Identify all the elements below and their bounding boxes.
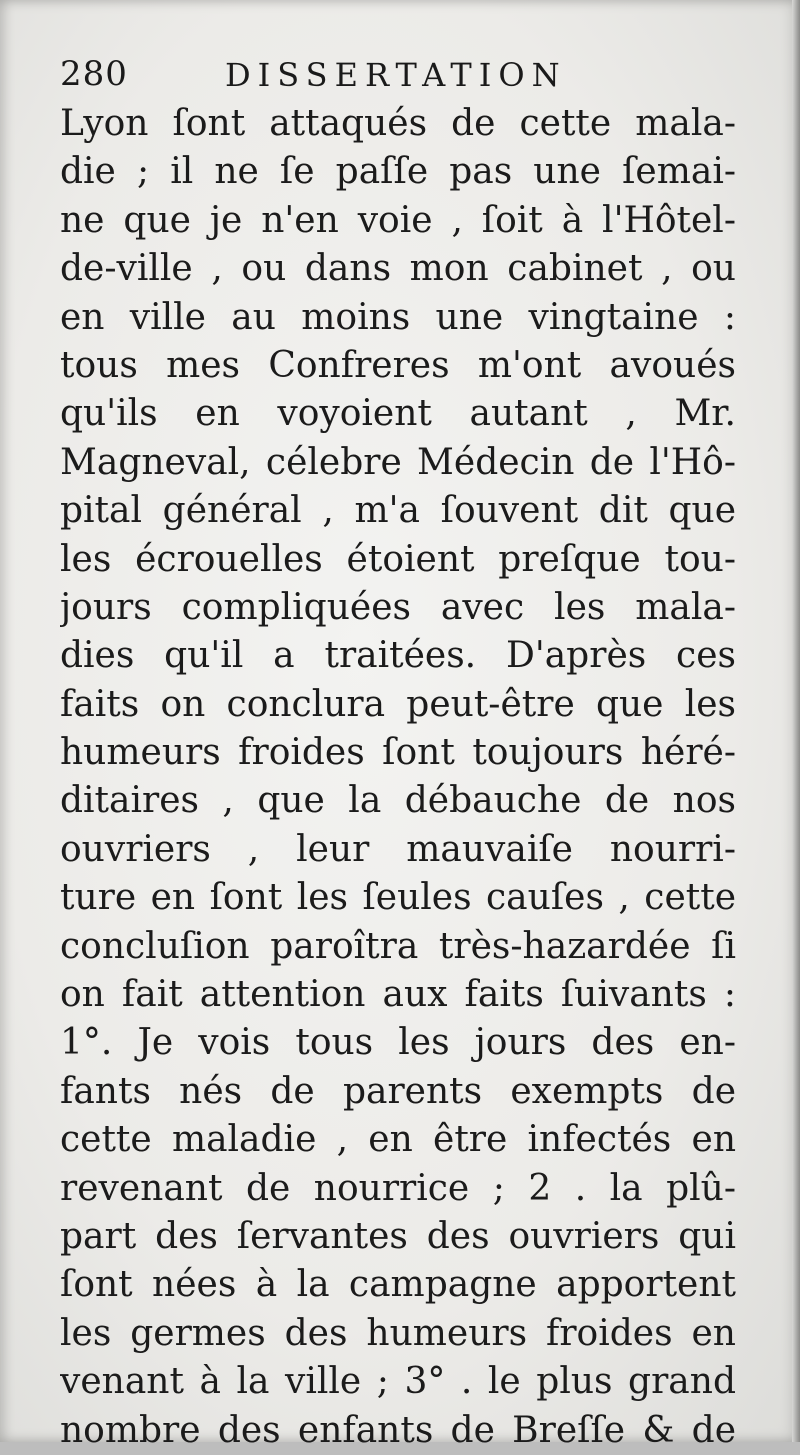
text-line: venant à la ville ; 3° . le plus grand	[60, 1361, 736, 1403]
text-line: die ; il ne ſe paſſe pas une ſemai-	[60, 151, 736, 193]
text-line: revenant de nourrice ; 2 . la plû-	[60, 1167, 736, 1209]
text-line: ditaires , que la débauche de nos	[60, 780, 736, 822]
text-line: concluſion paroîtra très-hazardée ſi	[60, 925, 736, 967]
text-line: ture en ſont les ſeules cauſes , cette	[60, 877, 736, 919]
text-line: en ville au moins une vingtaine :	[60, 296, 736, 338]
text-line: Magneval, célebre Médecin de l'Hô-	[60, 441, 736, 483]
text-line: les écrouelles étoient preſque tou-	[60, 538, 736, 580]
text-line: pital général , m'a ſouvent dit que	[60, 490, 736, 532]
text-line: 1°. Je vois tous les jours des en-	[60, 1022, 736, 1064]
text-line: humeurs froides ſont toujours héré-	[60, 732, 736, 774]
body-text	[60, 100, 736, 1455]
text-line: ſont nées à la campagne apportent	[60, 1264, 736, 1306]
text-line: de-ville , ou dans mon cabinet , ou	[60, 248, 736, 290]
text-line: ne que je n'en voie , ſoit à l'Hôtel-	[60, 199, 736, 241]
page-number: 280	[60, 54, 128, 94]
text-line: faits on conclura peut-être que les	[60, 683, 736, 725]
text-line: tous mes Confreres m'ont avoués	[60, 344, 736, 386]
text-line: fants nés de parents exempts de	[60, 1070, 736, 1112]
text-line: cette maladie , en être infectés en	[60, 1119, 736, 1161]
running-title: DISSERTATION	[225, 56, 567, 94]
text-line: dies qu'il a traitées. D'après ces	[60, 635, 736, 677]
text-line: part des ſervantes des ouvriers qui	[60, 1215, 736, 1257]
text-line: les germes des humeurs froides en	[60, 1312, 736, 1354]
text-line: on fait attention aux faits ſuivants :	[60, 974, 736, 1016]
text-line: qu'ils en voyoient autant , Mr.	[60, 393, 736, 435]
text-line: ouvriers , leur mauvaiſe nourri-	[60, 828, 736, 870]
text-line: jours compliquées avec les mala-	[60, 586, 736, 628]
text-line: Lyon ſont attaqués de cette mala-	[60, 103, 736, 144]
page-edge-shadow	[792, 0, 800, 1442]
text-line: nombre des enfants de Breſſe & de	[60, 1409, 736, 1451]
running-head	[60, 48, 740, 100]
